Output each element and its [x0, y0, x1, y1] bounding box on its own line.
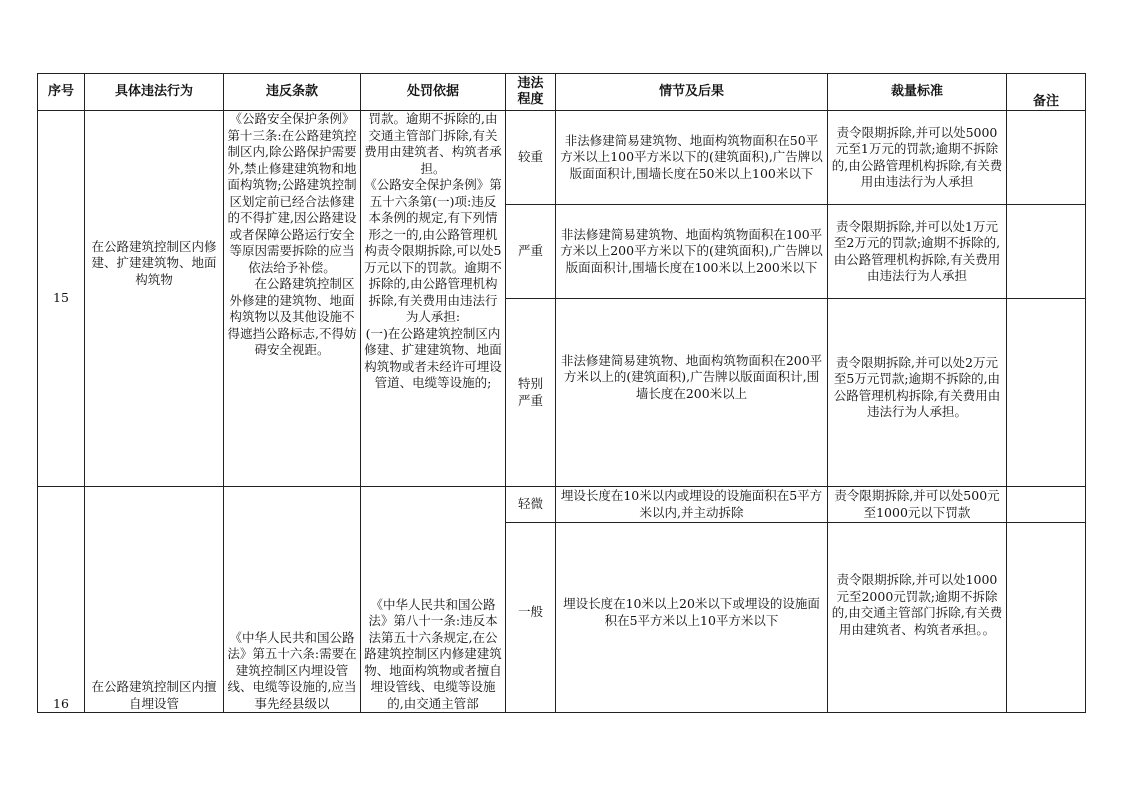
- behavior-cell: 在公路建筑控制区内擅自埋设管: [85, 487, 224, 713]
- circumstance-text: 埋设长度在10米以上20米以下或埋设的设施面积在5平方米以上10平方米以下: [563, 596, 820, 628]
- degree-label: 较重: [517, 149, 543, 165]
- degree-cell: [506, 299, 556, 487]
- circumstance-cell: 非法修建简易建筑物、地面构筑物面积在100平方米以上200平方米以下的(建筑面积),广告牌以版面面积计,围墙长度在100米以上200米以下: [556, 205, 828, 299]
- degree-label: 严重: [517, 392, 543, 408]
- remark-cell: [1007, 299, 1086, 487]
- header-standard: 裁量标准: [828, 74, 1007, 111]
- circumstance-cell: 埋设长度在10米以内或埋设的设施面积在5平方米以内,并主动拆除: [556, 487, 828, 523]
- remark-cell: [1007, 487, 1086, 523]
- header-degree-line2: 程度: [517, 92, 544, 107]
- degree-cell: [506, 523, 556, 713]
- circumstance-text: 非法修建简易建筑物、地面构筑物面积在200平方米以上的(建筑面积),广告牌以版面面积计,围墙长度在200米以上: [560, 352, 823, 401]
- remark-cell: [1007, 523, 1086, 713]
- header-behavior: 具体违法行为: [85, 74, 224, 111]
- basis-paragraph: 罚款。逾期不拆除的,由交通主管部门拆除,有关费用由建筑者、构筑者承担。: [364, 111, 502, 176]
- circumstance-cell: [556, 523, 828, 713]
- standard-text: 责令限期拆除,并可以处2万元至5万元罚款;逾期不拆除的,由公路管理机构拆除,有关费用由违法行为人承担。: [833, 354, 1001, 419]
- standard-cell: 责令限期拆除,并可以处1万元至2万元的罚款;逾期不拆除的,由公路管理机构拆除,有关费用由违法行为人承担: [828, 205, 1007, 299]
- seq-cell: 16: [38, 487, 85, 713]
- degree-label: 严重: [517, 243, 543, 259]
- header-seq: 序号: [38, 74, 85, 111]
- basis-paragraph: (一)在公路建筑控制区内修建、扩建建筑物、地面构筑物或者未经许可埋设管道、电缆等设施的;: [364, 325, 502, 390]
- clause-cell: 《中华人民共和国公路法》第五十六条:需要在建筑控制区内埋设管线、电缆等设施的,应当事先经县级以: [224, 487, 361, 713]
- circumstance-cell: 非法修建简易建筑物、地面构筑物面积在50平方米以上100平方米以下的(建筑面积),广告牌以版面面积计,围墙长度在50米以上100米以下: [556, 111, 828, 205]
- clause-paragraph: 在公路建筑控制区外修建的建筑物、地面构筑物以及其他设施不得遮挡公路标志,不得妨碍安全视距。: [227, 276, 357, 357]
- degree-cell: [506, 487, 556, 523]
- degree-label: 特别: [517, 376, 543, 391]
- table-row: [38, 111, 1086, 205]
- header-basis: 处罚依据: [361, 74, 506, 111]
- degree-cell: [506, 111, 556, 205]
- degree-label: 轻微: [517, 496, 543, 512]
- header-degree: [506, 74, 556, 111]
- degree-label: 一般: [517, 604, 543, 620]
- header-row: [38, 74, 1086, 111]
- seq-cell: 15: [38, 111, 85, 487]
- standard-text: 责令限期拆除,并可以处1000元至2000元罚款;逾期不拆除的,由交通主管部门拆除,有关费用由建筑者、构筑者承担。。: [831, 572, 1003, 637]
- standard-cell: 责令限期拆除,并可以处500元至1000元以下罚款: [828, 487, 1007, 523]
- table-row: [38, 487, 1086, 523]
- header-remark: 备注: [1007, 74, 1086, 111]
- clause-paragraph: 《公路安全保护条例》第十三条:在公路建筑控制区内,除公路保护需要外,禁止修建建筑物和地面构筑物;公路建筑控制区划定前已经合法修建的不得扩建,因公路建设或者保障公路运行安全等原因需要拆除的应当依法给予补偿。: [227, 111, 357, 275]
- standard-cell: 责令限期拆除,并可以处5000元至1万元的罚款;逾期不拆除的,由公路管理机构拆除,有关费用由违法行为人承担: [828, 111, 1007, 205]
- behavior-text: 在公路建筑控制区内修建、扩建建筑物、地面构筑物: [91, 238, 217, 287]
- header-clause: 违反条款: [224, 74, 361, 111]
- standard-cell: [828, 523, 1007, 713]
- standard-cell: [828, 299, 1007, 487]
- header-degree-line1: 违法: [517, 76, 544, 91]
- behavior-cell: [85, 111, 224, 487]
- basis-paragraph: 《公路安全保护条例》第五十六条第(一)项:违反本条例的规定,有下列情形之一的,由公路管理机构责令限期拆除,可以处5万元以下的罚款。逾期不拆除的,由公路管理机构拆除,有关费用由违法行为人承担:: [364, 177, 502, 324]
- degree-cell: [506, 205, 556, 299]
- remark-cell: [1007, 205, 1086, 299]
- penalty-discretion-table: [37, 73, 1086, 713]
- clause-cell: [224, 111, 361, 487]
- remark-cell: [1007, 111, 1086, 205]
- header-circumstance: 情节及后果: [556, 74, 828, 111]
- basis-cell: [361, 111, 506, 487]
- circumstance-cell: [556, 299, 828, 487]
- basis-cell: 《中华人民共和国公路法》第八十一条:违反本法第五十六条规定,在公路建筑控制区内修建建筑物、地面构筑物或者擅自埋设管线、电缆等设施的,由交通主管部: [361, 487, 506, 713]
